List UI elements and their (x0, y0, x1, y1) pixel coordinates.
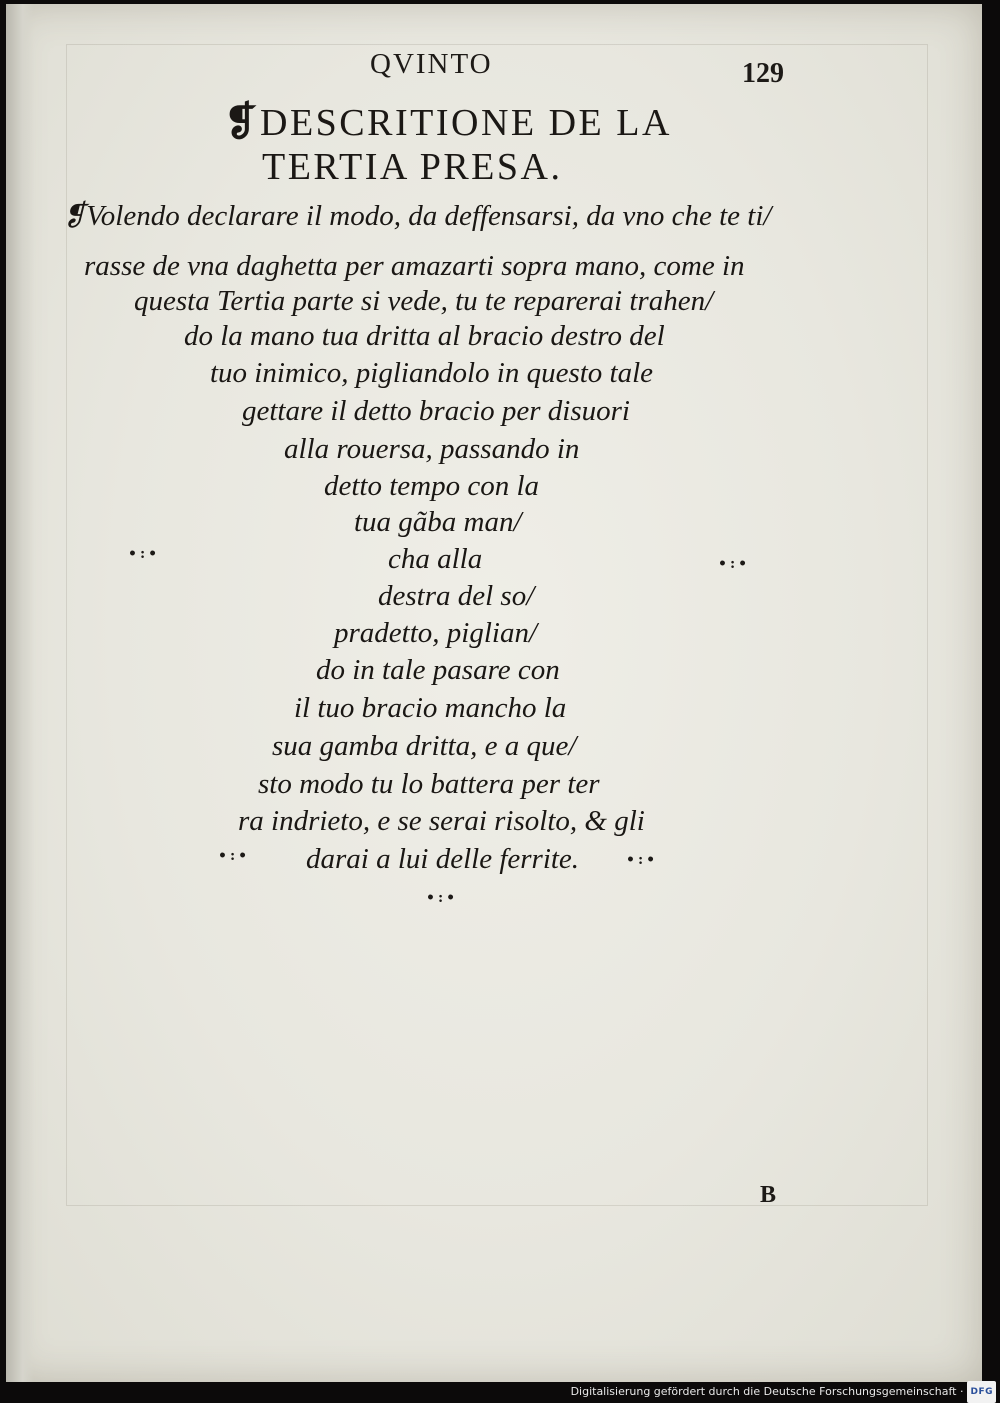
running-head: QVINTO (370, 48, 493, 80)
heading-line-2: TERTIA PRESA. (262, 146, 563, 188)
body-line: detto tempo con la (324, 470, 540, 502)
body-line: ra indrieto, e se serai risolto, & gli (238, 805, 645, 837)
body-line: ❡Volendo declarare il modo, da deffensarsi, da vno che te ti/ (62, 200, 772, 232)
body-line: do in tale pasare con (316, 654, 560, 686)
body-line: tuo inimico, pigliandolo in questo tale (210, 357, 654, 389)
body-line: rasse de vna daghetta per amazarti sopra mano, come in (84, 250, 745, 282)
body-line: do la mano tua dritta al bracio destro del (184, 320, 665, 352)
body-line: gettare il detto bracio per disuori (242, 395, 630, 427)
heading-line-1: DESCRITIONE DE LA (260, 102, 672, 144)
ornament-dots-icon: •:• (128, 546, 161, 562)
body-line: pradetto, piglian/ (334, 617, 537, 649)
page-number: 129 (742, 58, 784, 89)
body-line: questa Tertia parte si vede, tu te reparerai trahen/ (134, 285, 714, 317)
body-line: cha alla (388, 543, 483, 575)
body-line: tua gãba man/ (354, 506, 522, 538)
ornament-dots-icon: •:• (426, 890, 459, 906)
body-line: il tuo bracio mancho la (294, 692, 567, 724)
pilcrow-icon: ❡ (224, 99, 261, 144)
body-line: destra del so/ (378, 580, 535, 612)
dfg-logo-icon: DFG (967, 1381, 996, 1403)
section-heading (224, 100, 672, 189)
body-line: sto modo tu lo battera per ter (258, 768, 600, 800)
ornament-dots-icon: •:• (718, 556, 751, 572)
signature-mark: B (760, 1182, 777, 1208)
footer-credit-text: Digitalisierung gefördert durch die Deutsche Forschungsgemeinschaft · (570, 1385, 964, 1398)
page-spine-shadow (6, 4, 34, 1382)
digitization-footer (571, 1382, 996, 1402)
body-line: sua gamba dritta, e a que/ (272, 730, 577, 762)
book-page (6, 4, 982, 1382)
body-line: alla rouersa, passando in (284, 433, 580, 465)
body-line: darai a lui delle ferrite. (306, 843, 580, 875)
ornament-dots-icon: •:• (218, 848, 251, 864)
ornament-dots-icon: •:• (626, 852, 659, 868)
